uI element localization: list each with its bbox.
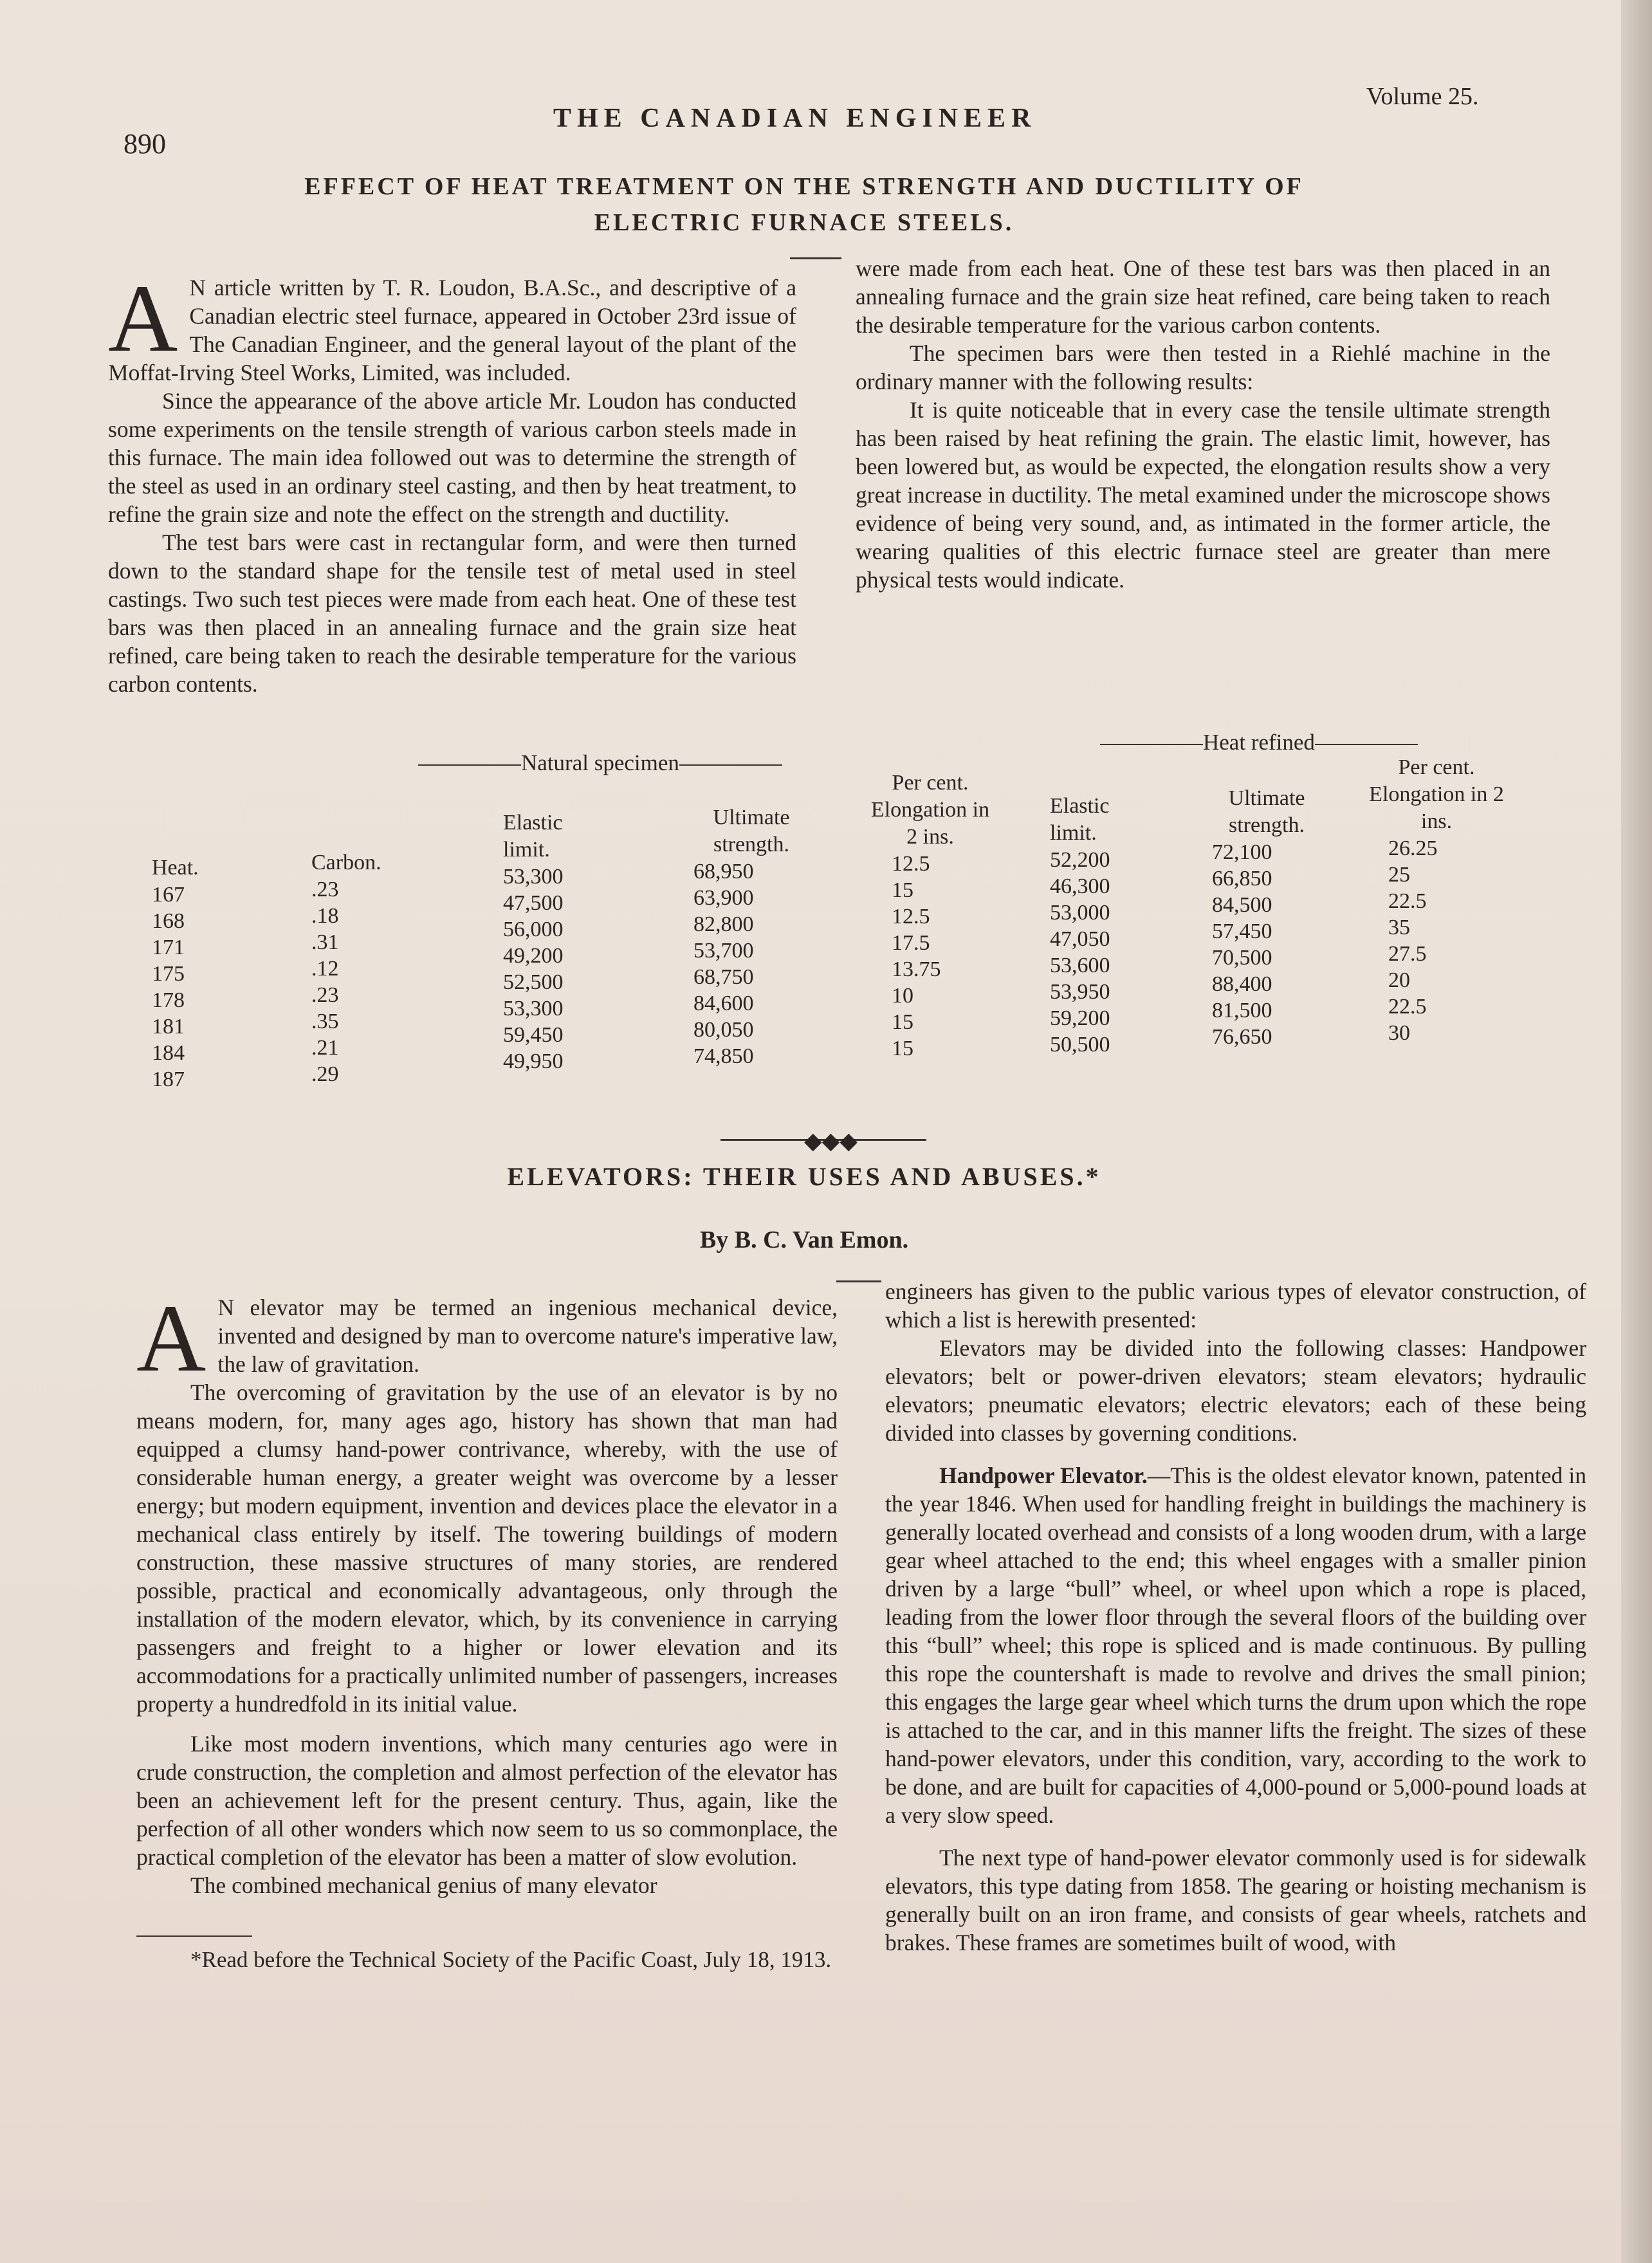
table-cell: 20 bbox=[1388, 968, 1410, 992]
header-hr-ultimate: Ultimate strength. bbox=[1228, 786, 1305, 837]
table-cell: .31 bbox=[311, 930, 339, 954]
table-cell: .23 bbox=[311, 878, 339, 901]
drop-cap-2: A bbox=[136, 1285, 206, 1392]
article1-paragraph-2: Since the appearance of the above article Mr. Loudon has conducted some experiments on the tensile strength of various carbon steels made in this furnace. The main idea followed out was to determine the strength of the steel as used in an ordinary steel casting, and then by heat treatment, to refine the grain size and note the effect on the strength and ductility. bbox=[108, 388, 796, 527]
table-cell: 22.5 bbox=[1388, 889, 1427, 913]
table-cell: 12.5 bbox=[892, 852, 930, 876]
table-cell: 53,950 bbox=[1050, 980, 1110, 1004]
table-cell: .21 bbox=[311, 1036, 339, 1060]
table-cell: 50,500 bbox=[1050, 1033, 1110, 1057]
table-cell: 30 bbox=[1388, 1021, 1410, 1045]
table-cell: 178 bbox=[152, 988, 185, 1012]
article2-title: ELEVATORS: THEIR USES AND ABUSES.* bbox=[507, 1162, 1101, 1191]
table-cell: 22.5 bbox=[1388, 995, 1427, 1019]
table-cell: 25 bbox=[1388, 863, 1410, 887]
hr-elongation-values bbox=[1369, 835, 1504, 1046]
header-hr-elastic: Elastic limit. bbox=[1050, 794, 1110, 845]
table-cell: .35 bbox=[311, 1010, 339, 1033]
hr-ultimate-values bbox=[1212, 839, 1321, 1050]
table-cell: 68,950 bbox=[693, 860, 754, 883]
table-cell: 13.75 bbox=[892, 957, 941, 981]
table-cell: 81,500 bbox=[1212, 999, 1272, 1022]
article2-paragraph-3: Like most modern inventions, which many centuries ago were in crude construction, the completion and almost perfection of the elevator has been an achievement left for the present century. Thus, again, like the perfection of all other wonders which now seem to us so commonplace, the practical completion of the elevator has been a matter of slow evolution. bbox=[136, 1731, 838, 1870]
col-hr-ultimate bbox=[1212, 785, 1321, 1050]
journal-title: THE CANADIAN ENGINEER bbox=[553, 104, 1037, 133]
article-title-line1: EFFECT OF HEAT TREATMENT ON THE STRENGTH AND DUCTILITY OF bbox=[304, 173, 1304, 200]
table-cell: 59,450 bbox=[503, 1023, 564, 1047]
table-cell: 76,650 bbox=[1212, 1025, 1272, 1049]
header-elongation: Per cent. Elongation in 2 ins. bbox=[870, 771, 990, 849]
ultimate-values bbox=[693, 858, 809, 1069]
table-cell: 53,000 bbox=[1050, 901, 1110, 925]
table-cell: 74,850 bbox=[693, 1044, 754, 1068]
article2-paragraph-4-continued: engineers has given to the public various types of elevator construction, of which a list is herewith presented: bbox=[885, 1279, 1586, 1333]
article2-paragraph-1: A N elevator may be termed an ingenious mechanical device, invented and designed by man to overcome nature's imperative law, the law of gravitation. bbox=[136, 1285, 838, 1392]
table-cell: 59,200 bbox=[1050, 1006, 1110, 1030]
article2-paragraph-5: Elevators may be divided into the following classes: Handpower elevators; belt or power-driven elevators; steam elevators; hydraulic elevators; pneumatic elevators; electric elevators; each of these being divided into classes by governing conditions. bbox=[885, 1335, 1586, 1446]
table-cell: 84,500 bbox=[1212, 893, 1272, 917]
table-cell: 72,100 bbox=[1212, 840, 1272, 864]
title-rule bbox=[790, 257, 841, 259]
volume-label: Volume 25. bbox=[1366, 83, 1479, 110]
table-cell: .29 bbox=[311, 1062, 339, 1086]
table-cell: 175 bbox=[152, 962, 185, 986]
table-cell: 35 bbox=[1388, 916, 1410, 939]
table-cell: 52,200 bbox=[1050, 848, 1110, 872]
table-cell: 171 bbox=[152, 936, 185, 959]
table-cell: 63,900 bbox=[693, 886, 754, 910]
table-cell: 49,200 bbox=[503, 944, 564, 968]
table-cell: .12 bbox=[311, 957, 339, 981]
carbon-values bbox=[311, 876, 381, 1087]
heat-values bbox=[152, 882, 199, 1093]
header-elastic: Elastic limit. bbox=[503, 811, 563, 862]
elastic-values bbox=[503, 864, 600, 1075]
article2-paragraph-2: The overcoming of gravitation by the use of an elevator is by no means modern, for, many ages ago, history has shown that man had equipped a clumsy hand-power contrivance, whereby, with the use of considerable human energy, a greater weight was overcome by a lesser energy; but modern equipment, invention and devices place the elevator in a mechanical class entirely by itself. The towering buildings of modern construction, these massive structures of many stories, are rendered possible, practical and economically advantageous, only through the installation of the modern elevator, which, by its convenience in carrying passengers and freight to a higher or lower elevation and its accommodations for a practically unlimited number of passengers, increases property a hundredfold in its initial value. bbox=[136, 1380, 838, 1717]
table-cell: 168 bbox=[152, 909, 185, 933]
header-carbon: Carbon. bbox=[311, 851, 381, 874]
header-hr-elongation: Per cent. Elongation in 2 ins. bbox=[1369, 755, 1504, 833]
footnote-rule bbox=[136, 1935, 252, 1937]
col-elongation bbox=[866, 770, 995, 1062]
table-cell: 80,050 bbox=[693, 1018, 754, 1042]
table-cell: .23 bbox=[311, 983, 339, 1007]
table-cell: 181 bbox=[152, 1015, 185, 1039]
article1-paragraph-3: The test bars were cast in rectangular form, and were then turned down to the standard shape for the tensile test of metal used in steel castings. Two such test pieces were made from each heat. One of these test bars was then placed in an annealing furnace and the grain size heat refined, care being taken to reach the desirable temperature for the various carbon contents. bbox=[108, 530, 796, 697]
ornament-diamonds: ◆◆◆ bbox=[804, 1128, 858, 1154]
article1-paragraph-5: It is quite noticeable that in every case the tensile ultimate strength has been raised by heat refining the grain. The elastic limit, however, has been lowered but, as would be expected, the elongation results show a very great increase in ductility. The metal examined under the microscope shows evidence of being very sound, and, as intimated in the former article, the wearing qualities of this electric furnace steel are greater than mere physical tests would indicate. bbox=[856, 397, 1550, 593]
article2-paragraph-4: The combined mechanical genius of many elevator bbox=[190, 1872, 657, 1898]
table-cell: 53,300 bbox=[503, 865, 564, 889]
header-heat: Heat. bbox=[152, 856, 199, 880]
table-cell: 68,750 bbox=[693, 965, 754, 989]
handpower-run-in: Handpower Elevator. bbox=[939, 1463, 1148, 1488]
table-cell: 47,050 bbox=[1050, 927, 1110, 951]
table-group-heat-refined: Heat refined bbox=[1100, 730, 1418, 755]
drop-cap: A bbox=[108, 265, 178, 372]
page-edge-shadow bbox=[1621, 0, 1652, 2263]
table-cell: 53,700 bbox=[693, 939, 754, 963]
table-cell: 84,600 bbox=[693, 992, 754, 1015]
hr-elastic-values bbox=[1050, 847, 1140, 1058]
table-cell: 12.5 bbox=[892, 905, 930, 928]
table-cell: 49,950 bbox=[503, 1049, 564, 1073]
article1-left-column bbox=[108, 265, 796, 697]
table-cell: 46,300 bbox=[1050, 874, 1110, 898]
table-cell: 82,800 bbox=[693, 912, 754, 936]
table-cell: 53,600 bbox=[1050, 954, 1110, 977]
col-carbon bbox=[311, 849, 381, 1087]
article1-paragraph-1: A N article written by T. R. Loudon, B.A.Sc., and descriptive of a Canadian electric steel furnace, appeared in October 23rd issue of The Canadian Engineer, and the general layout of the plant of the Moffat-Irving Steel Works, Limited, was included. bbox=[108, 265, 796, 385]
article2-right-column bbox=[885, 1277, 1586, 1957]
table-cell: 53,300 bbox=[503, 997, 564, 1021]
table-cell: 15 bbox=[892, 1010, 913, 1034]
article1-paragraph-4: The specimen bars were then tested in a Riehlé machine in the ordinary manner with the following results: bbox=[856, 340, 1550, 394]
table-cell: 56,000 bbox=[503, 918, 564, 941]
table-group-natural: Natural specimen bbox=[418, 750, 782, 776]
header-ultimate: Ultimate strength. bbox=[713, 806, 790, 856]
article2-paragraph-6: Handpower Elevator.—This is the oldest elevator known, patented in the year 1846. When used for handling freight in buildings the machinery is generally located overhead and consists of a long wooden drum, with a large gear wheel attached to the end; this wheel engages with a smaller pinion driven by a large “bull” wheel, or wheel upon which a rope is placed, leading from the lower floor through the several floors of the building over this “bull” wheel; this rope is spliced and is made continuous. By pulling this rope the countershaft is made to revolve and drives the small pinion; this engages the large gear wheel which turns the drum upon which the rope is attached to the car, and in this manner lifts the freight. The sizes of these hand-power elevators, under this condition, vary, according to the work to be done, and are built for capacities of 4,000-pound or 5,000-pound loads at a very slow speed. bbox=[885, 1463, 1586, 1828]
table-cell: 88,400 bbox=[1212, 972, 1272, 996]
table-cell: 70,500 bbox=[1212, 946, 1272, 970]
col-hr-elastic bbox=[1050, 793, 1140, 1058]
table-cell: 26.25 bbox=[1388, 836, 1438, 860]
page-number: 890 bbox=[124, 128, 166, 160]
elongation-values bbox=[866, 851, 995, 1062]
article-title-line2: ELECTRIC FURNACE STEELS. bbox=[594, 209, 1014, 236]
col-elastic bbox=[503, 809, 600, 1075]
article1-right-column bbox=[856, 254, 1550, 594]
byline-rule bbox=[836, 1280, 881, 1282]
col-heat bbox=[152, 854, 199, 1093]
article2-left-column bbox=[136, 1285, 838, 1977]
table-cell: 66,850 bbox=[1212, 867, 1272, 891]
table-cell: 15 bbox=[892, 1037, 913, 1060]
table-cell: 52,500 bbox=[503, 970, 564, 994]
table-cell: 27.5 bbox=[1388, 942, 1427, 966]
table-cell: 15 bbox=[892, 878, 913, 902]
table-cell: 57,450 bbox=[1212, 919, 1272, 943]
article2-paragraph-7: The next type of hand-power elevator commonly used is for sidewalk elevators, this type dating from 1858. The gearing or hoisting mechanism is generally built on an iron frame, and consists of gear wheels, ratchets and brakes. These frames are sometimes built of wood, with bbox=[885, 1845, 1586, 1955]
footnote: *Read before the Technical Society of the Pacific Coast, July 18, 1913. bbox=[190, 1947, 832, 1972]
article2-byline: By B. C. Van Emon. bbox=[699, 1226, 909, 1253]
article1-paragraph-3-continued: were made from each heat. One of these test bars was then placed in an annealing furnace and the grain size heat refined, care being taken to reach the desirable temperature for the various carbon contents. bbox=[856, 255, 1550, 338]
table-cell: 187 bbox=[152, 1067, 185, 1091]
table-cell: 17.5 bbox=[892, 931, 930, 955]
col-hr-elongation bbox=[1369, 754, 1504, 1046]
article-title bbox=[193, 169, 1415, 241]
table-cell: 47,500 bbox=[503, 891, 564, 915]
table-cell: .18 bbox=[311, 904, 339, 928]
table-cell: 10 bbox=[892, 984, 913, 1008]
col-ultimate bbox=[693, 804, 809, 1069]
table-cell: 184 bbox=[152, 1041, 185, 1065]
table-cell: 167 bbox=[152, 883, 185, 907]
